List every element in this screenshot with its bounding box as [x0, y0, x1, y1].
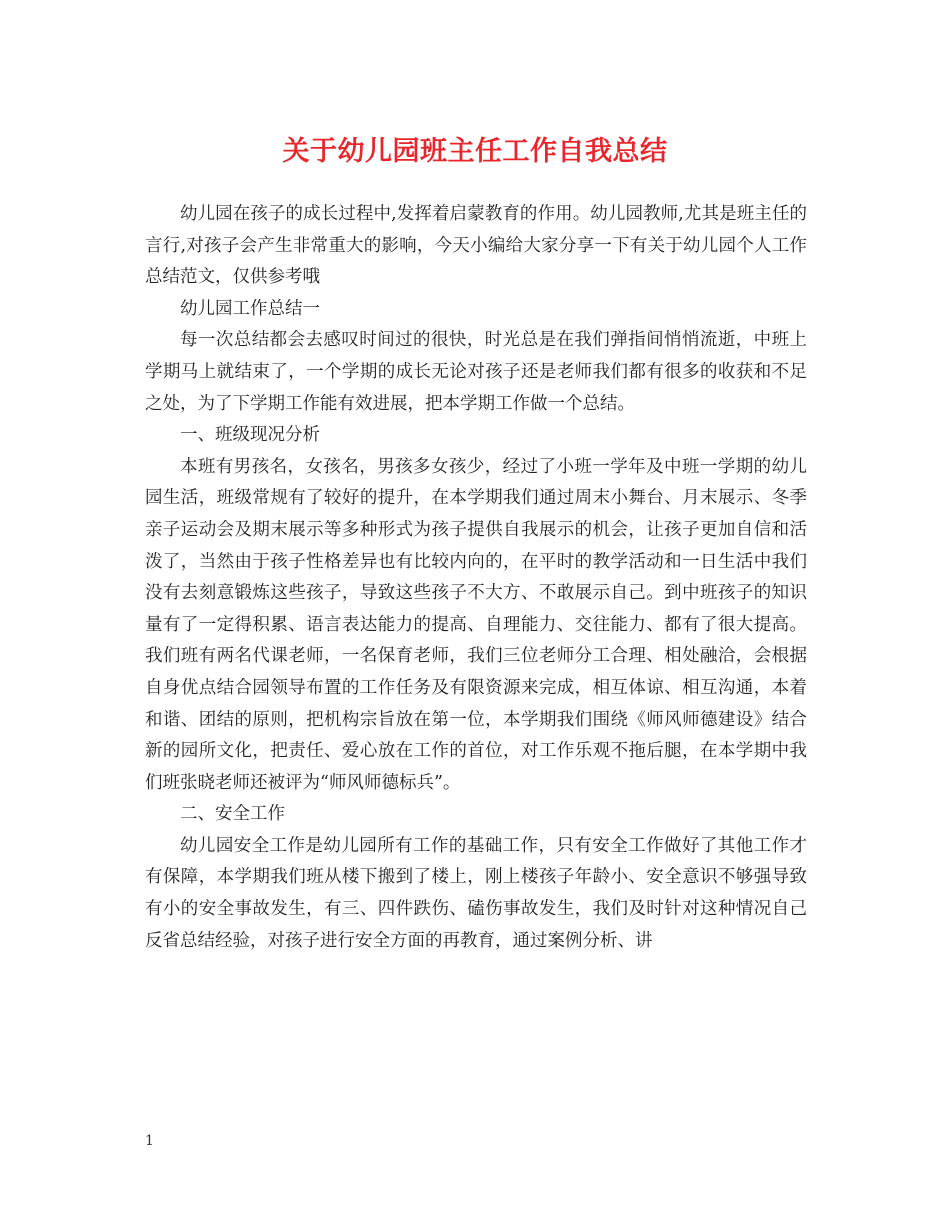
paragraph-safety: 幼儿园安全工作是幼儿园所有工作的基础工作，只有安全工作做好了其他工作才有保障，本学期我们班从楼下搬到了楼上，刚上楼孩子年龄小、安全意识不够强导致有小的安全事故发生，有三、四件跌伤、磕伤事故发生，我们及时针对这种情况自己反省总结经验，对孩子进行安全方面的再教育，通过案例分析、讲 [145, 835, 807, 951]
section-heading-safety: 二、安全工作 [180, 804, 285, 825]
paragraph-intro: 幼儿园在孩子的成长过程中,发挥着启蒙教育的作用。幼儿园教师,尤其是班主任的言行,对孩子会产生非常重大的影响，今天小编给大家分享一下有关于幼儿园个人工作总结范文，仅供参考哦 [145, 204, 807, 288]
document-body [145, 199, 807, 957]
paragraph-summary-opening: 每一次总结都会去感叹时间过的很快，时光总是在我们弹指间悄悄流逝，中班上学期马上就结束了，一个学期的成长无论对孩子还是老师我们都有很多的收获和不足之处，为了下学期工作能有效进展，把本学期工作做一个总结。 [145, 330, 807, 414]
section-heading-class-analysis: 一、班级现况分析 [180, 425, 320, 446]
section-heading-summary-one: 幼儿园工作总结一 [180, 298, 320, 319]
paragraph-class-analysis: 本班有男孩名，女孩名，男孩多女孩少，经过了小班一学年及中班一学期的幼儿园生活，班级常规有了较好的提升，在本学期我们通过周末小舞台、月末展示、冬季亲子运动会及期末展示等多种形式为孩子提供自我展示的机会，让孩子更加自信和活泼了，当然由于孩子性格差异也有比较内向的，在平时的教学活动和一日生活中我们没有去刻意锻炼这些孩子，导致这些孩子不大方、不敢展示自己。到中班孩子的知识量有了一定得积累、语言表达能力的提高、自理能力、交往能力、都有了很大提高。我们班有两名代课老师，一名保育老师，我们三位老师分工合理、相处融洽，会根据自身优点结合园领导布置的工作任务及有限资源来完成，相互体谅、相互沟通，本着和谐、团结的原则，把机构宗旨放在第一位，本学期我们围绕《师风师德建设》结合新的园所文化，把责任、爱心放在工作的首位，对工作乐观不拖后腿，在本学期中我们班张晓老师还被评为“师风师德标兵”。 [145, 456, 807, 793]
page-number: 1 [145, 1133, 154, 1149]
document-title: 关于幼儿园班主任工作自我总结 [282, 136, 668, 167]
